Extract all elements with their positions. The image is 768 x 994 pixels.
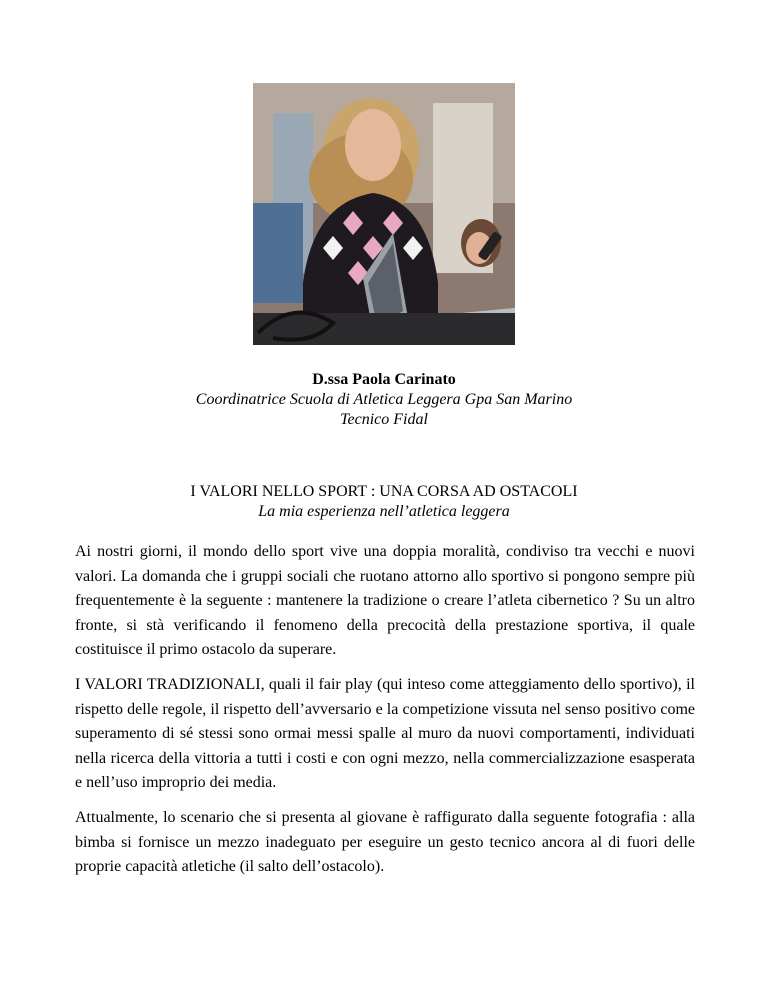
author-qualification: Tecnico Fidal xyxy=(340,411,428,428)
portrait-photo xyxy=(253,83,515,345)
portrait-photo-icon xyxy=(253,83,515,345)
paragraph-3: Attualmente, lo scenario che si presenta al giovane è raffigurato dalla seguente fotografia : alla bimba si fornisce un mezzo inadeguato per eseguire un gesto tecnico ancora al di fuori delle proprie capacità atletiche (il salto dell’ostacolo). xyxy=(75,809,695,875)
paragraph-2: I VALORI TRADIZIONALI, quali il fair play (qui inteso come atteggiamento dello sportivo), il rispetto delle regole, il rispetto dell’avversario e la competizione vissuta nel senso positivo come superamento di sé stessi sono ormai messi spalle al muro da nuovi comportamenti, individuati nella ricerca della vittoria a tutti i costi e con ogni mezzo, nella commercializzazione esasperata e nell’uso improprio dei media. xyxy=(75,676,695,791)
paragraph-1: Ai nostri giorni, il mondo dello sport vive una doppia moralità, condiviso tra vecchi e nuovi valori. La domanda che i gruppi sociali che ruotano attorno allo sportivo si pongono sempre più frequentemente è la seguente : mantenere la tradizione o creare l’atleta cibernetico ? Su un altro fronte, si stà verificando il fenomeno della precocità della prestazione sportiva, il quale costituisce il primo ostacolo da superare. xyxy=(75,543,695,658)
article-title: I VALORI NELLO SPORT : UNA CORSA AD OSTACOLI xyxy=(190,483,578,500)
article-heading xyxy=(0,482,768,522)
author-role: Coordinatrice Scuola di Atletica Leggera Gpa San Marino xyxy=(195,391,573,408)
article-subtitle: La mia esperienza nell’atletica leggera xyxy=(258,503,510,520)
author-block xyxy=(0,370,768,430)
author-name: D.ssa Paola Carinato xyxy=(312,371,456,388)
